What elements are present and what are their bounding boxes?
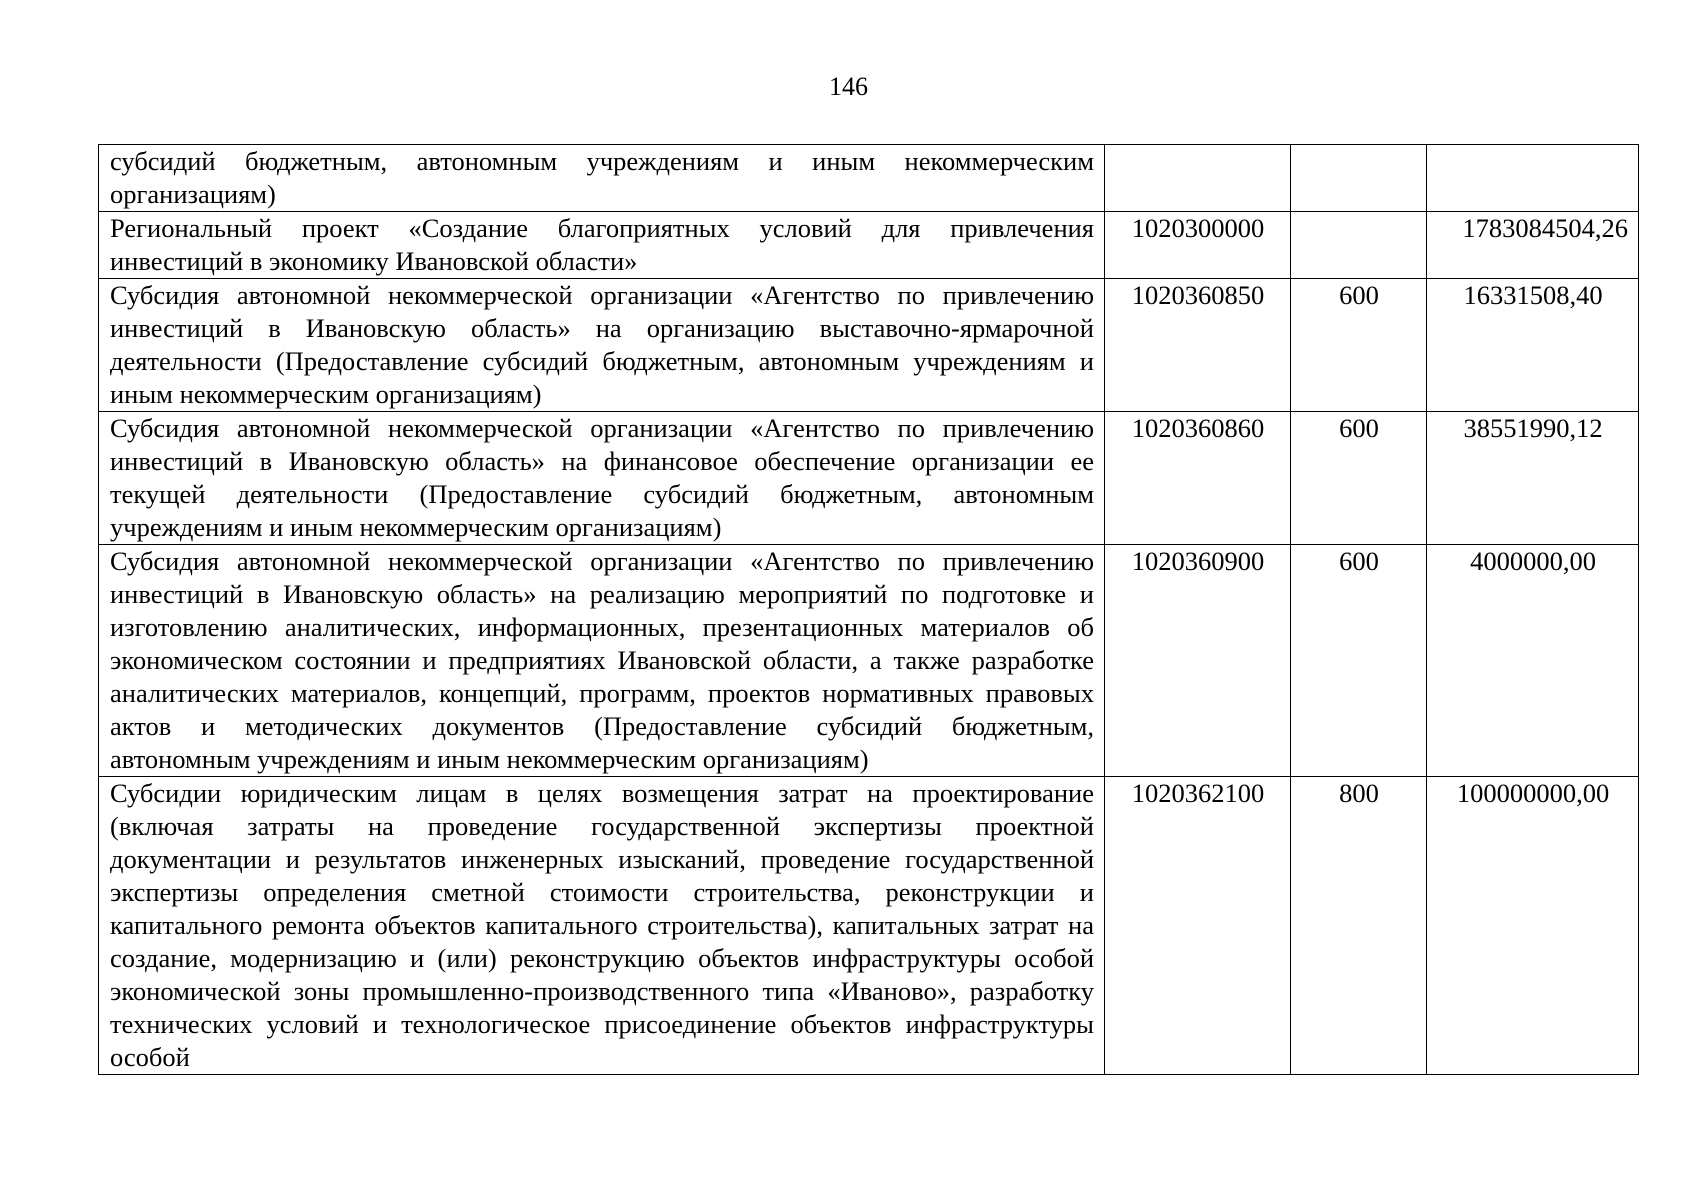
row-amount: 100000000,00: [1427, 777, 1639, 1075]
row-description: Субсидия автономной некоммерческой организации «Агентство по привлечению инвестиций в Ивановскую область» на реализацию мероприятий по подготовке и изготовлению аналитических, информационных, презентационных материалов об экономическом состоянии и предприятиях Ивановской области, а также разработке аналитических материалов, концепций, программ, проектов нормативных правовых актов и методических документов (Предоставление субсидий бюджетным, автономным учреждениям и иным некоммерческим организациям): [99, 545, 1105, 777]
row-target-code: 1020362100: [1105, 777, 1291, 1075]
table-row: [99, 279, 1639, 412]
row-description: Субсидия автономной некоммерческой организации «Агентство по привлечению инвестиций в Ивановскую область» на организацию выставочно-ярмарочной деятельности (Предоставление субсидий бюджетным, автономным учреждениям и иным некоммерческим организациям): [99, 279, 1105, 412]
row-description: субсидий бюджетным, автономным учреждениям и иным некоммерческим организациям): [99, 145, 1105, 212]
row-amount: [1427, 145, 1639, 212]
row-amount: 4000000,00: [1427, 545, 1639, 777]
row-description: Субсидия автономной некоммерческой организации «Агентство по привлечению инвестиций в Ивановскую область» на финансовое обеспечение организации ее текущей деятельности (Предоставление субсидий бюджетным, автономным учреждениям и иным некоммерческим организациям): [99, 412, 1105, 545]
row-target-code: 1020300000: [1105, 212, 1291, 279]
row-amount: 38551990,12: [1427, 412, 1639, 545]
row-target-code: [1105, 145, 1291, 212]
table-row: [99, 145, 1639, 212]
table-row: [99, 545, 1639, 777]
row-description: Региональный проект «Создание благоприятных условий для привлечения инвестиций в экономику Ивановской области»: [99, 212, 1105, 279]
table-row: [99, 212, 1639, 279]
row-target-code: 1020360860: [1105, 412, 1291, 545]
row-description: Субсидии юридическим лицам в целях возмещения затрат на проектирование (включая затраты на проведение государственной экспертизы проектной документации и результатов инженерных изысканий, проведение государственной экспертизы определения сметной стоимости строительства, реконструкции и капитального ремонта объектов капитального строительства), капитальных затрат на создание, модернизацию и (или) реконструкцию объектов инфраструктуры особой экономической зоны промышленно-производственного типа «Иваново», разработку технических условий и технологическое присоединение объектов инфраструктуры особой: [99, 777, 1105, 1075]
row-target-code: 1020360900: [1105, 545, 1291, 777]
row-amount: 16331508,40: [1427, 279, 1639, 412]
table-row: [99, 412, 1639, 545]
budget-table: [98, 144, 1639, 1075]
row-expense-type: 800: [1291, 777, 1427, 1075]
row-amount: 1783084504,26: [1427, 212, 1639, 279]
row-expense-type: [1291, 212, 1427, 279]
page-number: 146: [829, 72, 868, 101]
table-row: [99, 777, 1639, 1075]
row-expense-type: 600: [1291, 412, 1427, 545]
row-target-code: 1020360850: [1105, 279, 1291, 412]
row-expense-type: 600: [1291, 545, 1427, 777]
row-expense-type: [1291, 145, 1427, 212]
row-expense-type: 600: [1291, 279, 1427, 412]
